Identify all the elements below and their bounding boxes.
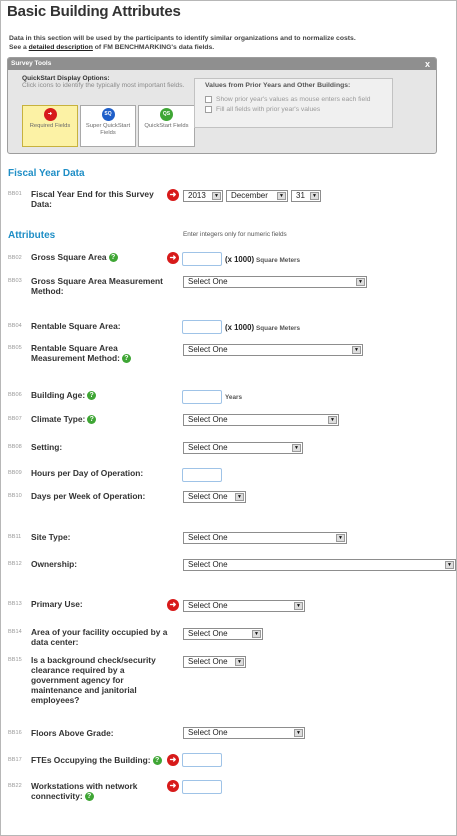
help-icon[interactable]: ? xyxy=(85,792,94,801)
checkbox[interactable] xyxy=(205,106,212,113)
field-code: BB14 xyxy=(8,629,22,635)
field-code: BB22 xyxy=(8,783,22,789)
chevron-down-icon: ▼ xyxy=(292,444,301,452)
fiscal-month-select[interactable]: December ▼ xyxy=(226,190,288,202)
chevron-down-icon: ▼ xyxy=(294,729,303,737)
fiscal-year-select[interactable]: 2013 ▼ xyxy=(183,190,223,202)
chevron-down-icon: ▼ xyxy=(336,534,345,542)
field-code: BB16 xyxy=(8,730,22,736)
fill-prior-values-option[interactable]: Fill all fields with prior year's values xyxy=(205,104,382,114)
workstations-label: Workstations with network connectivity: ? xyxy=(31,781,138,801)
numeric-hint: Enter integers only for numeric fields xyxy=(183,231,287,238)
field-code: BB07 xyxy=(8,416,22,422)
chevron-down-icon: ▼ xyxy=(328,416,337,424)
ftes-label: FTEs Occupying the Building: ? xyxy=(31,755,181,765)
chevron-down-icon: ▼ xyxy=(277,192,286,200)
field-code: BB11 xyxy=(8,534,22,540)
fiscal-year-section-title: Fiscal Year Data xyxy=(8,168,85,179)
floors-above-grade-label: Floors Above Grade: xyxy=(31,728,114,738)
quickstart-icon: QS xyxy=(160,108,173,121)
rentable-square-area-input[interactable] xyxy=(182,320,222,334)
help-icon[interactable]: ? xyxy=(153,756,162,765)
floors-above-grade-select[interactable]: Select One ▼ xyxy=(183,727,305,739)
field-code: BB17 xyxy=(8,757,22,763)
hours-per-day-input[interactable] xyxy=(182,468,222,482)
setting-select[interactable]: Select One ▼ xyxy=(183,442,303,454)
attributes-section-title: Attributes xyxy=(8,230,56,241)
quickstart-fields-button[interactable]: QS QuickStart Fields xyxy=(138,105,195,147)
hours-per-day-label: Hours per Day of Operation: xyxy=(31,468,144,478)
rentable-area-method-label: Rentable Square Area Measurement Method: ? xyxy=(31,343,171,363)
required-arrow-icon: ➜ xyxy=(167,252,179,264)
required-arrow-icon: ➜ xyxy=(44,108,57,121)
fiscal-year-end-label: Fiscal Year End for this Survey Data: xyxy=(31,189,154,209)
climate-type-select[interactable]: Select One ▼ xyxy=(183,414,339,426)
years-unit: Years xyxy=(225,394,243,401)
gross-square-area-input[interactable] xyxy=(182,252,222,266)
show-prior-values-option[interactable]: Show prior year's values as mouse enters each field xyxy=(205,94,382,104)
climate-type-label: Climate Type: ? xyxy=(31,414,181,424)
required-arrow-icon: ➜ xyxy=(167,599,179,611)
field-code: BB04 xyxy=(8,323,22,329)
setting-label: Setting: xyxy=(31,442,63,452)
required-arrow-icon: ➜ xyxy=(167,754,179,766)
required-arrow-icon: ➜ xyxy=(167,189,179,201)
field-code: BB09 xyxy=(8,470,22,476)
required-arrow-icon: ➜ xyxy=(167,780,179,792)
survey-tools-panel xyxy=(7,57,437,154)
rentable-area-method-select[interactable]: Select One ▼ xyxy=(183,344,363,356)
chevron-down-icon: ▼ xyxy=(445,561,454,569)
workstations-input[interactable] xyxy=(182,780,222,794)
prior-values-options: Values from Prior Years and Other Buildings: Show prior year's values as mouse enters each field Fill all fields with prior year's values xyxy=(194,78,393,128)
field-code: BB12 xyxy=(8,561,22,567)
chevron-down-icon: ▼ xyxy=(212,192,221,200)
help-icon[interactable]: ? xyxy=(109,253,118,262)
close-icon[interactable]: x xyxy=(424,59,430,69)
primary-use-select[interactable]: Select One ▼ xyxy=(183,600,305,612)
chevron-down-icon: ▼ xyxy=(310,192,319,200)
primary-use-label: Primary Use: xyxy=(31,599,83,609)
field-code: BB15 xyxy=(8,657,22,663)
chevron-down-icon: ▼ xyxy=(252,630,261,638)
quickstart-options: QuickStart Display Options: Click icons to identify the typically most important fields. ➜ Required Fields SQ Super QuickStart Fields QS QuickStart Fields xyxy=(22,75,188,150)
checkbox[interactable] xyxy=(205,96,212,103)
data-center-area-label: Area of your facility occupied by a data center: xyxy=(31,627,168,647)
super-quickstart-icon: SQ xyxy=(102,108,115,121)
ownership-select[interactable]: Select One ▼ xyxy=(183,559,456,571)
gross-area-unit: (x 1000) Square Meters xyxy=(225,255,301,264)
field-code: BB06 xyxy=(8,392,22,398)
chevron-down-icon: ▼ xyxy=(235,658,244,666)
help-icon[interactable]: ? xyxy=(122,354,131,363)
site-type-label: Site Type: xyxy=(31,532,71,542)
chevron-down-icon: ▼ xyxy=(235,493,244,501)
site-type-select[interactable]: Select One ▼ xyxy=(183,532,347,544)
field-code: BB03 xyxy=(8,278,22,284)
chevron-down-icon: ▼ xyxy=(352,346,361,354)
required-fields-button[interactable]: ➜ Required Fields xyxy=(22,105,78,147)
survey-tools-header: Survey Tools x xyxy=(8,58,436,70)
field-code: BB01 xyxy=(8,191,22,197)
intro-text: Data in this section will be used by the participants to identify similar organizations and to normalize costs. See a detailed description of FM BENCHMARKING's data fields. xyxy=(9,35,356,51)
background-check-label: Is a background check/security clearance required by a government agency for maintenance and janitorial employees? xyxy=(31,655,156,705)
days-per-week-select[interactable]: Select One ▼ xyxy=(183,491,246,503)
rentable-square-area-label: Rentable Square Area: xyxy=(31,321,121,331)
chevron-down-icon: ▼ xyxy=(294,602,303,610)
help-icon[interactable]: ? xyxy=(87,415,96,424)
ftes-input[interactable] xyxy=(182,753,222,767)
field-code: BB02 xyxy=(8,255,22,261)
super-quickstart-button[interactable]: SQ Super QuickStart Fields xyxy=(80,105,136,147)
help-icon[interactable]: ? xyxy=(87,391,96,400)
field-code: BB08 xyxy=(8,444,22,450)
fiscal-day-select[interactable]: 31 ▼ xyxy=(291,190,321,202)
background-check-select[interactable]: Select One ▼ xyxy=(183,656,246,668)
building-age-label: Building Age: ? xyxy=(31,390,181,400)
chevron-down-icon: ▼ xyxy=(356,278,365,286)
page-title: Basic Building Attributes xyxy=(7,3,181,20)
data-center-area-select[interactable]: Select One ▼ xyxy=(183,628,263,640)
field-code: BB13 xyxy=(8,601,22,607)
ownership-label: Ownership: xyxy=(31,559,78,569)
field-code: BB10 xyxy=(8,493,22,499)
gross-square-area-label: Gross Square Area ? xyxy=(31,252,181,262)
days-per-week-label: Days per Week of Operation: xyxy=(31,491,146,501)
gross-area-method-select[interactable]: Select One ▼ xyxy=(183,276,367,288)
field-code: BB05 xyxy=(8,345,22,351)
rentable-area-unit: (x 1000) Square Meters xyxy=(225,323,301,332)
building-age-input[interactable] xyxy=(182,390,222,404)
detailed-description-link[interactable]: detailed description xyxy=(28,44,93,51)
gross-area-method-label: Gross Square Area Measurement Method: xyxy=(31,276,163,296)
